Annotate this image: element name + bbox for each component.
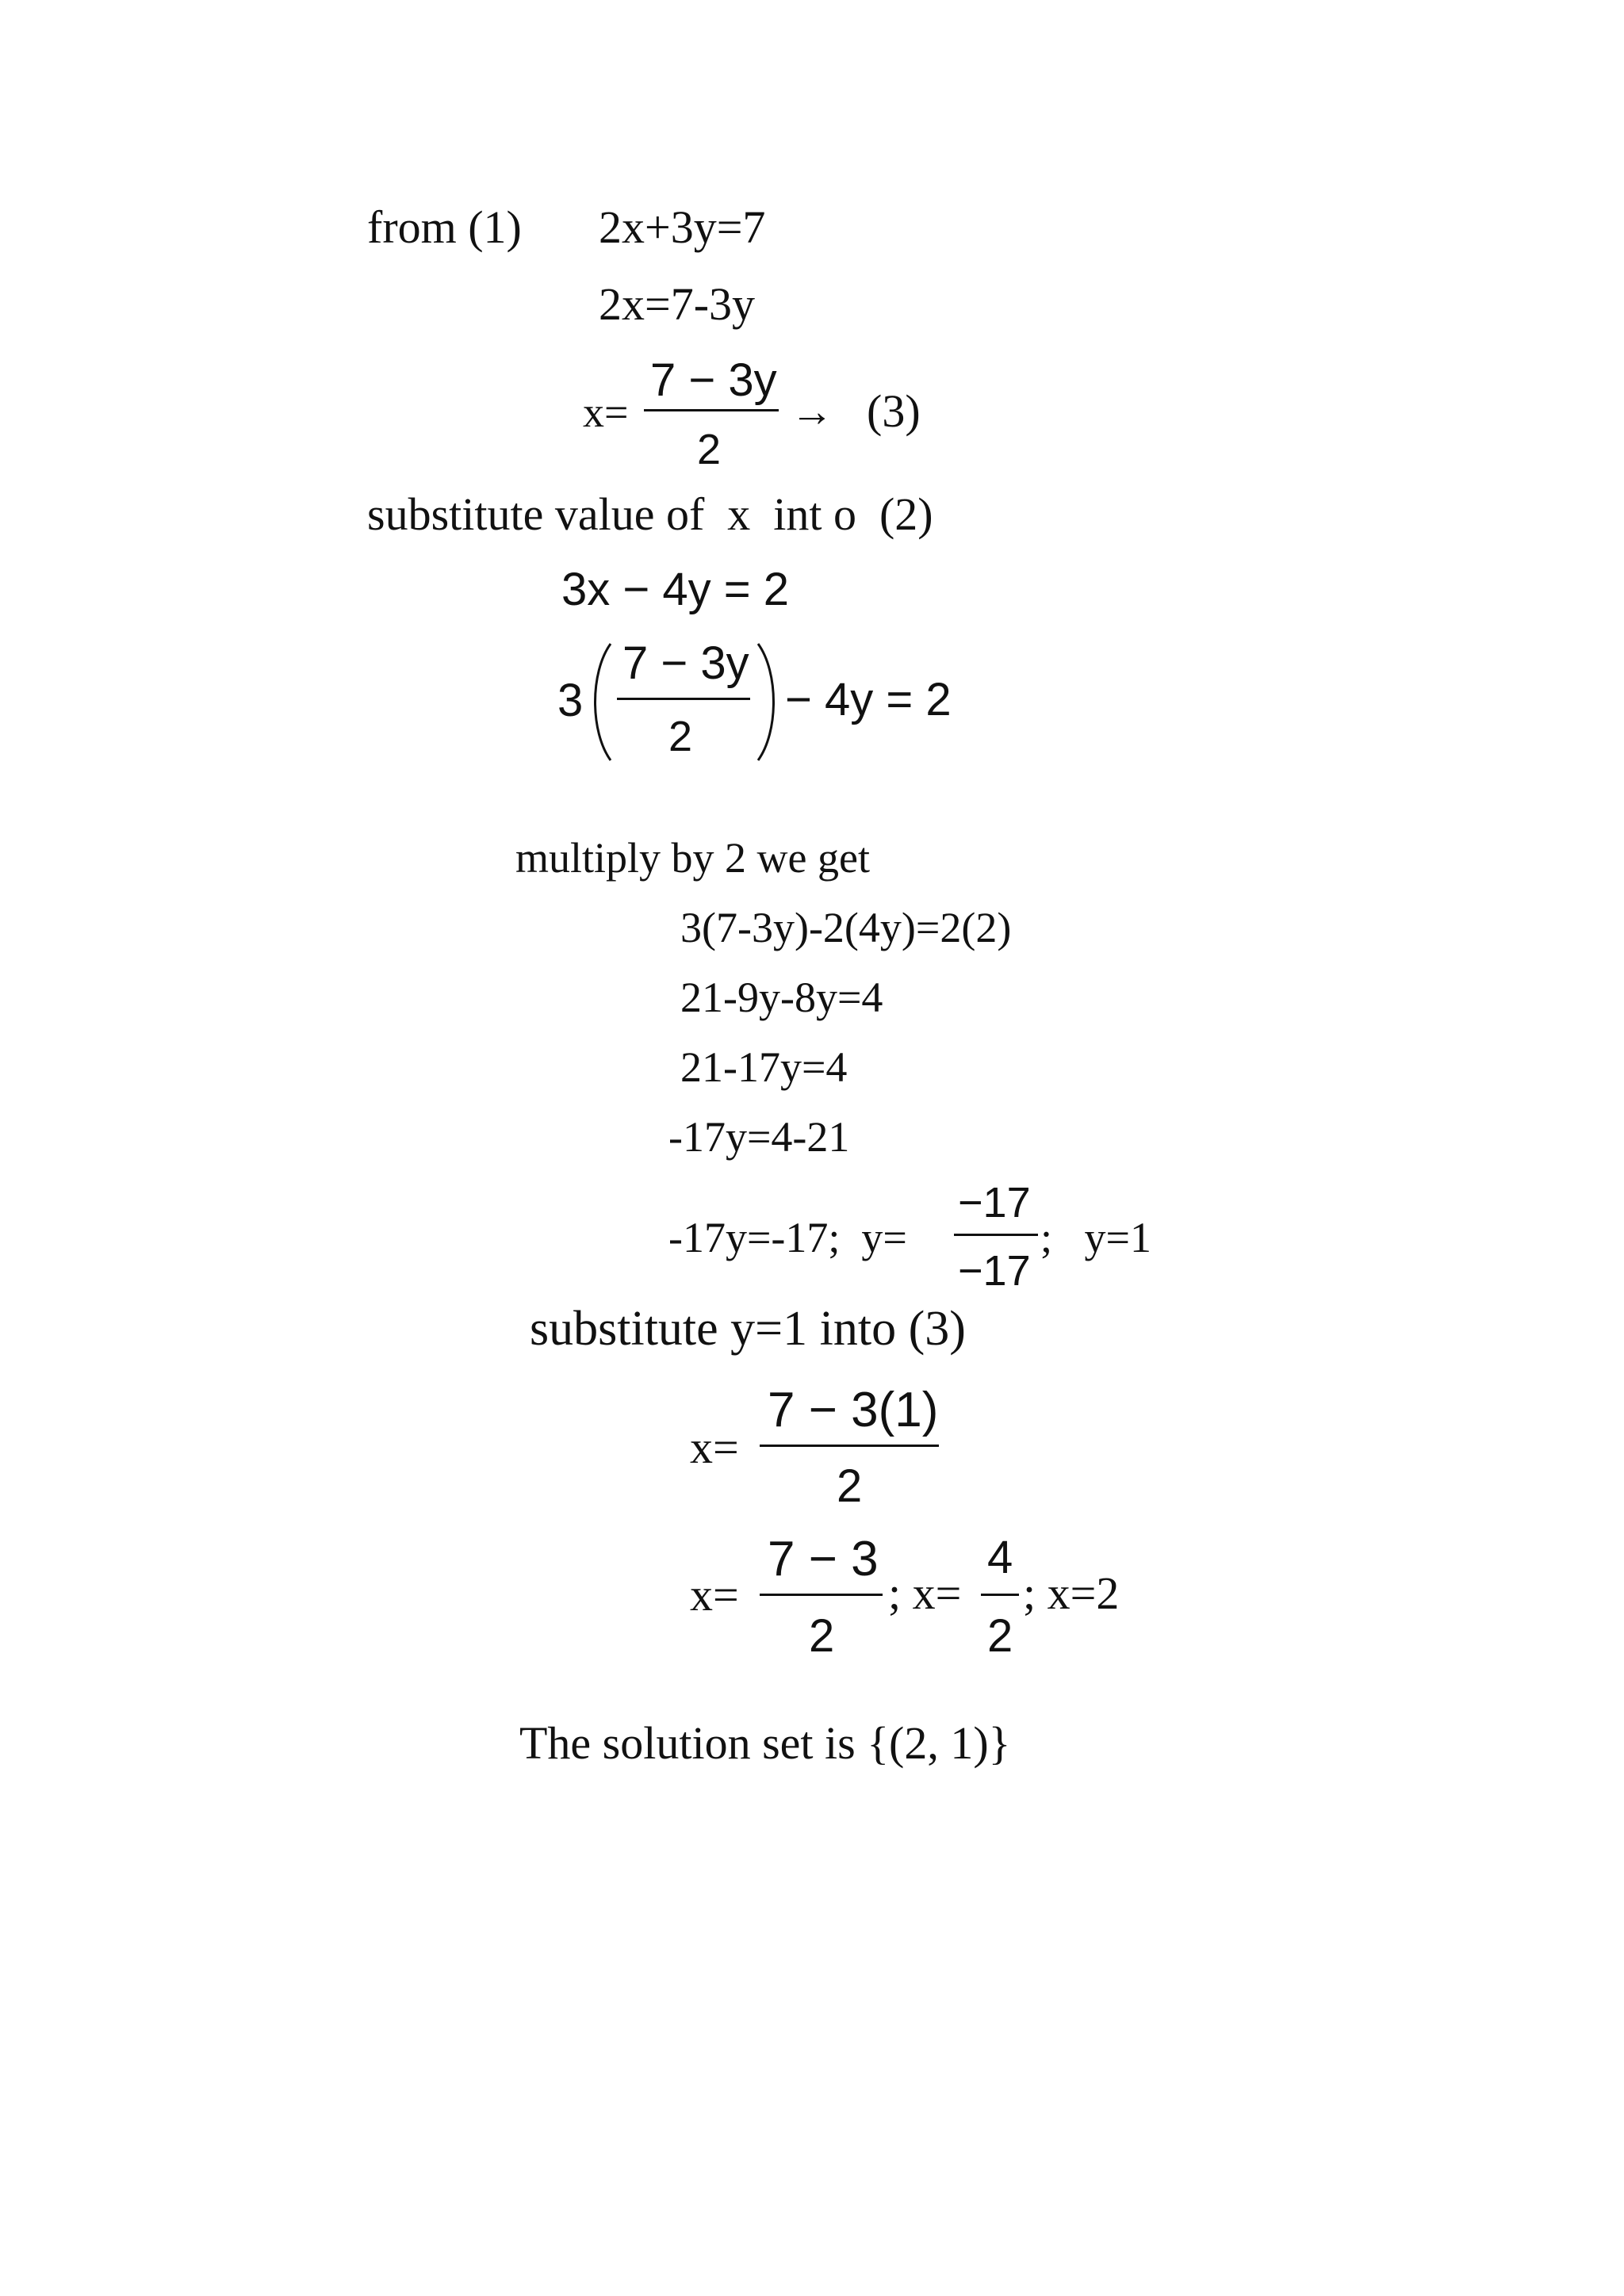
eq10-right: ; y=1 bbox=[1040, 1214, 1151, 1261]
equation-2: 2x=7-3y bbox=[599, 278, 756, 330]
eq5-coefficient: 3 bbox=[557, 675, 584, 726]
eq3-lhs: x= bbox=[583, 388, 629, 436]
arrow-icon: → bbox=[791, 388, 833, 435]
left-paren-icon bbox=[585, 641, 617, 763]
eq12-denominator-1: 2 bbox=[809, 1610, 835, 1662]
eq5-numerator: 7 − 3y bbox=[622, 637, 749, 689]
equation-7: 21-9y-8y=4 bbox=[680, 974, 883, 1021]
substitute-x-text: substitute value of x int o (2) bbox=[367, 488, 933, 540]
eq3-fraction-bar bbox=[644, 409, 779, 411]
eq12-denominator-2: 2 bbox=[987, 1610, 1013, 1662]
eq5-fraction-bar bbox=[617, 698, 750, 700]
eq5-denominator: 2 bbox=[668, 713, 693, 760]
eq12-end: ; x=2 bbox=[1023, 1567, 1120, 1619]
eq12-middle: ; x= bbox=[888, 1567, 962, 1619]
eq11-fraction-bar bbox=[760, 1445, 939, 1447]
eq10-numerator: −17 bbox=[958, 1179, 1031, 1226]
equation-8: 21-17y=4 bbox=[680, 1043, 848, 1091]
eq12-fraction-bar-1 bbox=[760, 1594, 883, 1596]
equation-1: 2x+3y=7 bbox=[599, 201, 766, 253]
eq3-ref: (3) bbox=[867, 385, 921, 437]
multiply-text: multiply by 2 we get bbox=[515, 834, 870, 882]
equation-4: 3x − 4y = 2 bbox=[561, 564, 789, 615]
substitute-y-text: substitute y=1 into (3) bbox=[530, 1302, 966, 1356]
right-paren-icon bbox=[752, 641, 783, 763]
eq12-fraction-bar-2 bbox=[981, 1594, 1019, 1596]
eq10-left: -17y=-17; y= bbox=[668, 1214, 907, 1261]
eq11-numerator: 7 − 3(1) bbox=[768, 1383, 939, 1437]
from-label: from (1) bbox=[367, 201, 522, 253]
eq12-lhs: x= bbox=[690, 1569, 739, 1621]
eq11-lhs: x= bbox=[690, 1422, 739, 1473]
eq3-denominator: 2 bbox=[697, 426, 722, 473]
eq10-fraction-bar bbox=[954, 1234, 1038, 1236]
eq11-denominator: 2 bbox=[837, 1460, 863, 1512]
eq12-numerator-2: 4 bbox=[987, 1532, 1013, 1583]
eq5-rest: − 4y = 2 bbox=[785, 674, 952, 725]
eq12-numerator-1: 7 − 3 bbox=[768, 1532, 879, 1586]
equation-9: -17y=4-21 bbox=[668, 1113, 850, 1161]
eq3-numerator: 7 − 3y bbox=[650, 354, 777, 406]
eq10-denominator: −17 bbox=[958, 1247, 1031, 1295]
solution-set: The solution set is {(2, 1)} bbox=[519, 1717, 1011, 1769]
equation-6: 3(7-3y)-2(4y)=2(2) bbox=[680, 904, 1012, 951]
